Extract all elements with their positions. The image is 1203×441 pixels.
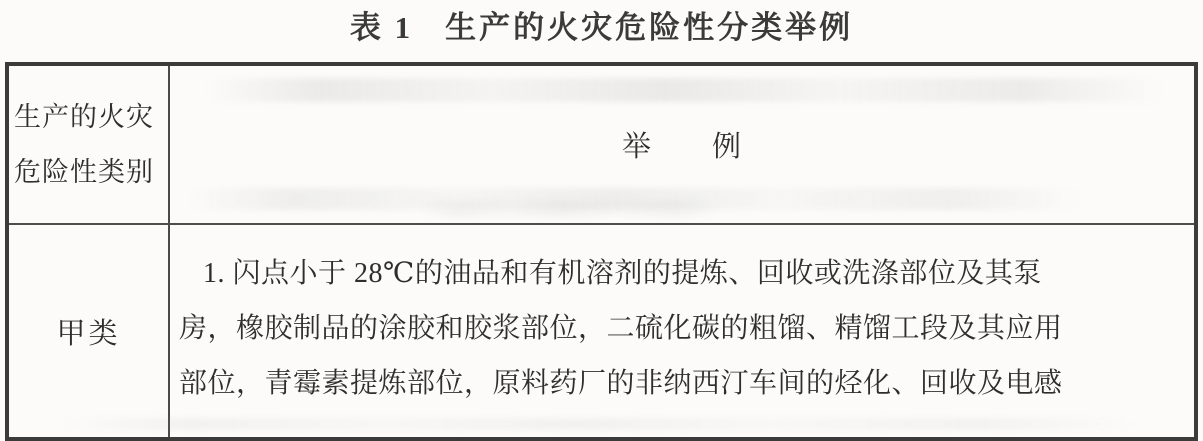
example-cell bbox=[170, 225, 1194, 437]
header-example-label: 举 例 bbox=[621, 131, 742, 163]
table-caption bbox=[0, 2, 1203, 47]
header-category-line-1: 生产的火灾 bbox=[14, 101, 154, 132]
example-text-line: 1. 闪点小于 28℃的油品和有机溶剂的提炼、回收或洗涤部位及其泵 bbox=[203, 258, 1042, 289]
table-header-row bbox=[9, 66, 1194, 225]
header-category-line-2: 危险性类别 bbox=[14, 156, 154, 187]
header-example-cell bbox=[170, 66, 1194, 223]
fire-hazard-classification-table bbox=[5, 62, 1198, 441]
category-cell bbox=[9, 225, 170, 437]
table-number: 表 1 bbox=[349, 10, 414, 45]
example-text-line: 部位，青霉素提炼部位，原料药厂的非纳西汀车间的烃化、回收及电感 bbox=[179, 368, 1063, 399]
table-title-text: 生产的火灾危险性分类举例 bbox=[445, 10, 854, 45]
example-text-line: 房，橡胶制品的涂胶和胶浆部位，二硫化碳的粗馏、精馏工段及其应用 bbox=[179, 313, 1063, 344]
category-label: 甲类 bbox=[56, 317, 121, 350]
header-category-cell bbox=[9, 66, 170, 223]
table-row-category-jia bbox=[9, 225, 1194, 437]
